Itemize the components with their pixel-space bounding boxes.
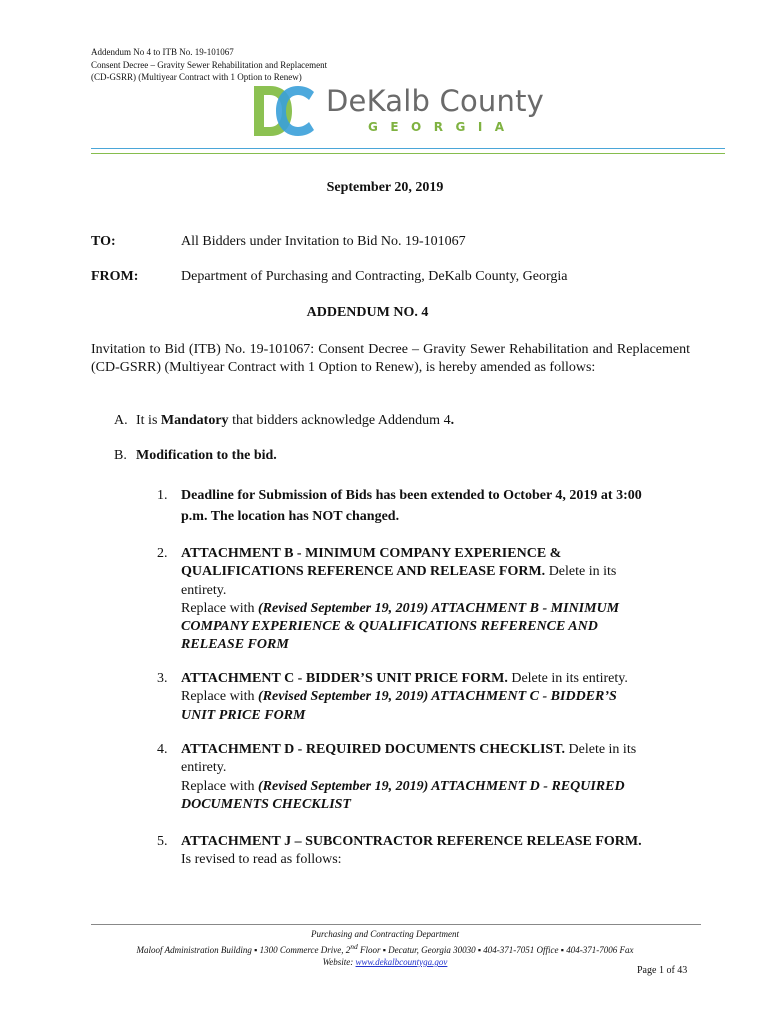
footer-address-post: Floor ▪ Decatur, Georgia 30030 ▪ 404-371-7051 Office ▪ 404-371-7006 Fax bbox=[357, 944, 634, 955]
item-4-revised-1: (Revised September 19, 2019) ATTACHMENT D - REQUIRED bbox=[257, 778, 625, 794]
section-a-pre: It is bbox=[136, 413, 161, 428]
list-item-number: 5. bbox=[157, 834, 168, 849]
item-3-rest: Delete in its entirety. bbox=[507, 671, 628, 686]
footer-address bbox=[0, 941, 770, 957]
item-4-revised-2: DOCUMENTS CHECKLIST bbox=[181, 796, 351, 812]
list-item-number: 2. bbox=[157, 546, 168, 561]
item-2-rest: Delete in its bbox=[545, 564, 617, 580]
list-item-number: 4. bbox=[157, 742, 168, 757]
footer-address-pre: Maloof Administration Building ▪ 1300 Commerce Drive, 2 bbox=[136, 944, 351, 955]
item-2-revised-2: COMPANY EXPERIENCE & QUALIFICATIONS REFERENCE AND bbox=[181, 619, 598, 635]
page-footer bbox=[0, 928, 770, 969]
item-2-revised-1: (Revised September 19, 2019) ATTACHMENT B - MINIMUM bbox=[257, 600, 620, 616]
section-a bbox=[114, 413, 454, 429]
header-line-1: Addendum No 4 to ITB No. 19-101067 bbox=[91, 47, 234, 57]
item-1-line-1: Deadline for Submission of Bids has been extended to October 4, 2019 at 3:00 bbox=[181, 488, 642, 503]
item-2-revised-3: RELEASE FORM bbox=[181, 637, 289, 653]
list-item-5 bbox=[157, 833, 697, 870]
item-1-line-2: p.m. The location has NOT changed. bbox=[181, 509, 400, 524]
dc-logo-mark-icon bbox=[252, 84, 316, 138]
section-a-end: . bbox=[450, 413, 455, 428]
list-item-1 bbox=[157, 485, 697, 527]
item-4-rest: Delete in its bbox=[565, 742, 637, 757]
header-line-3: (CD-GSRR) (Multiyear Contract with 1 Option to Renew) bbox=[91, 72, 302, 82]
section-b-label: B. bbox=[114, 448, 127, 463]
section-a-label: A. bbox=[114, 413, 128, 428]
header-rule-blue bbox=[91, 148, 725, 149]
page-number: Page 1 of 43 bbox=[637, 965, 688, 976]
item-3-replace: Replace with bbox=[181, 689, 258, 705]
to-value: All Bidders under Invitation to Bid No. 19-101067 bbox=[181, 234, 466, 249]
dekalb-county-logo bbox=[252, 84, 545, 140]
item-2-bold-2: QUALIFICATIONS REFERENCE AND RELEASE FORM. bbox=[181, 564, 546, 580]
website-link[interactable]: www.dekalbcountyga.gov bbox=[355, 957, 448, 967]
item-4-replace: Replace with bbox=[181, 778, 258, 794]
footer-address-sup: nd bbox=[350, 941, 358, 951]
addendum-title: ADDENDUM NO. 4 bbox=[306, 305, 429, 320]
intro-paragraph: Invitation to Bid (ITB) No. 19-101067: Consent Decree – Gravity Sewer Rehabilitation and Replacement (CD-GSRR) (Multiyear Contract with 1 Option to Renew), is hereby amended as follows: bbox=[91, 342, 690, 375]
item-4-bold: ATTACHMENT D - REQUIRED DOCUMENTS CHECKLIST. bbox=[181, 742, 566, 757]
list-item-2 bbox=[157, 545, 697, 655]
item-3-bold: ATTACHMENT C - BIDDER’S UNIT PRICE FORM. bbox=[181, 671, 508, 686]
item-5-bold: ATTACHMENT J – SUBCONTRACTOR REFERENCE RELEASE FORM. bbox=[181, 834, 642, 849]
item-5-line-2: Is revised to read as follows: bbox=[181, 852, 342, 868]
item-2-bold-1: ATTACHMENT B - MINIMUM COMPANY EXPERIENCE & bbox=[181, 546, 562, 561]
section-a-bold: Mandatory bbox=[160, 413, 229, 428]
item-2-line-3: entirety. bbox=[181, 582, 227, 598]
list-item-4 bbox=[157, 741, 697, 814]
logo-name: DeKalb County bbox=[326, 84, 545, 118]
to-label: TO: bbox=[91, 234, 116, 249]
footer-department: Purchasing and Contracting Department bbox=[311, 929, 459, 939]
from-label: FROM: bbox=[91, 269, 139, 284]
from-value: Department of Purchasing and Contracting, DeKalb County, Georgia bbox=[181, 269, 568, 284]
section-a-post: that bidders acknowledge Addendum 4 bbox=[228, 413, 451, 428]
list-item-number: 1. bbox=[157, 488, 168, 503]
logo-subtitle: GEORGIA bbox=[368, 120, 517, 134]
list-item-number: 3. bbox=[157, 671, 168, 686]
section-b bbox=[114, 448, 277, 464]
header-line-2: Consent Decree – Gravity Sewer Rehabilitation and Replacement bbox=[91, 59, 328, 70]
header-rule-green bbox=[91, 153, 725, 154]
item-4-line-2: entirety. bbox=[181, 760, 227, 776]
footer-website-label: Website: bbox=[322, 957, 356, 967]
footer-rule bbox=[91, 924, 701, 925]
list-item-3 bbox=[157, 670, 697, 725]
item-3-revised-2: UNIT PRICE FORM bbox=[181, 707, 306, 723]
document-header bbox=[91, 46, 327, 84]
section-b-text: Modification to the bid. bbox=[136, 448, 277, 463]
item-3-revised-1: (Revised September 19, 2019) ATTACHMENT C - BIDDER’S bbox=[257, 689, 617, 705]
item-2-replace: Replace with bbox=[181, 600, 258, 616]
memo-date: September 20, 2019 bbox=[326, 180, 444, 195]
